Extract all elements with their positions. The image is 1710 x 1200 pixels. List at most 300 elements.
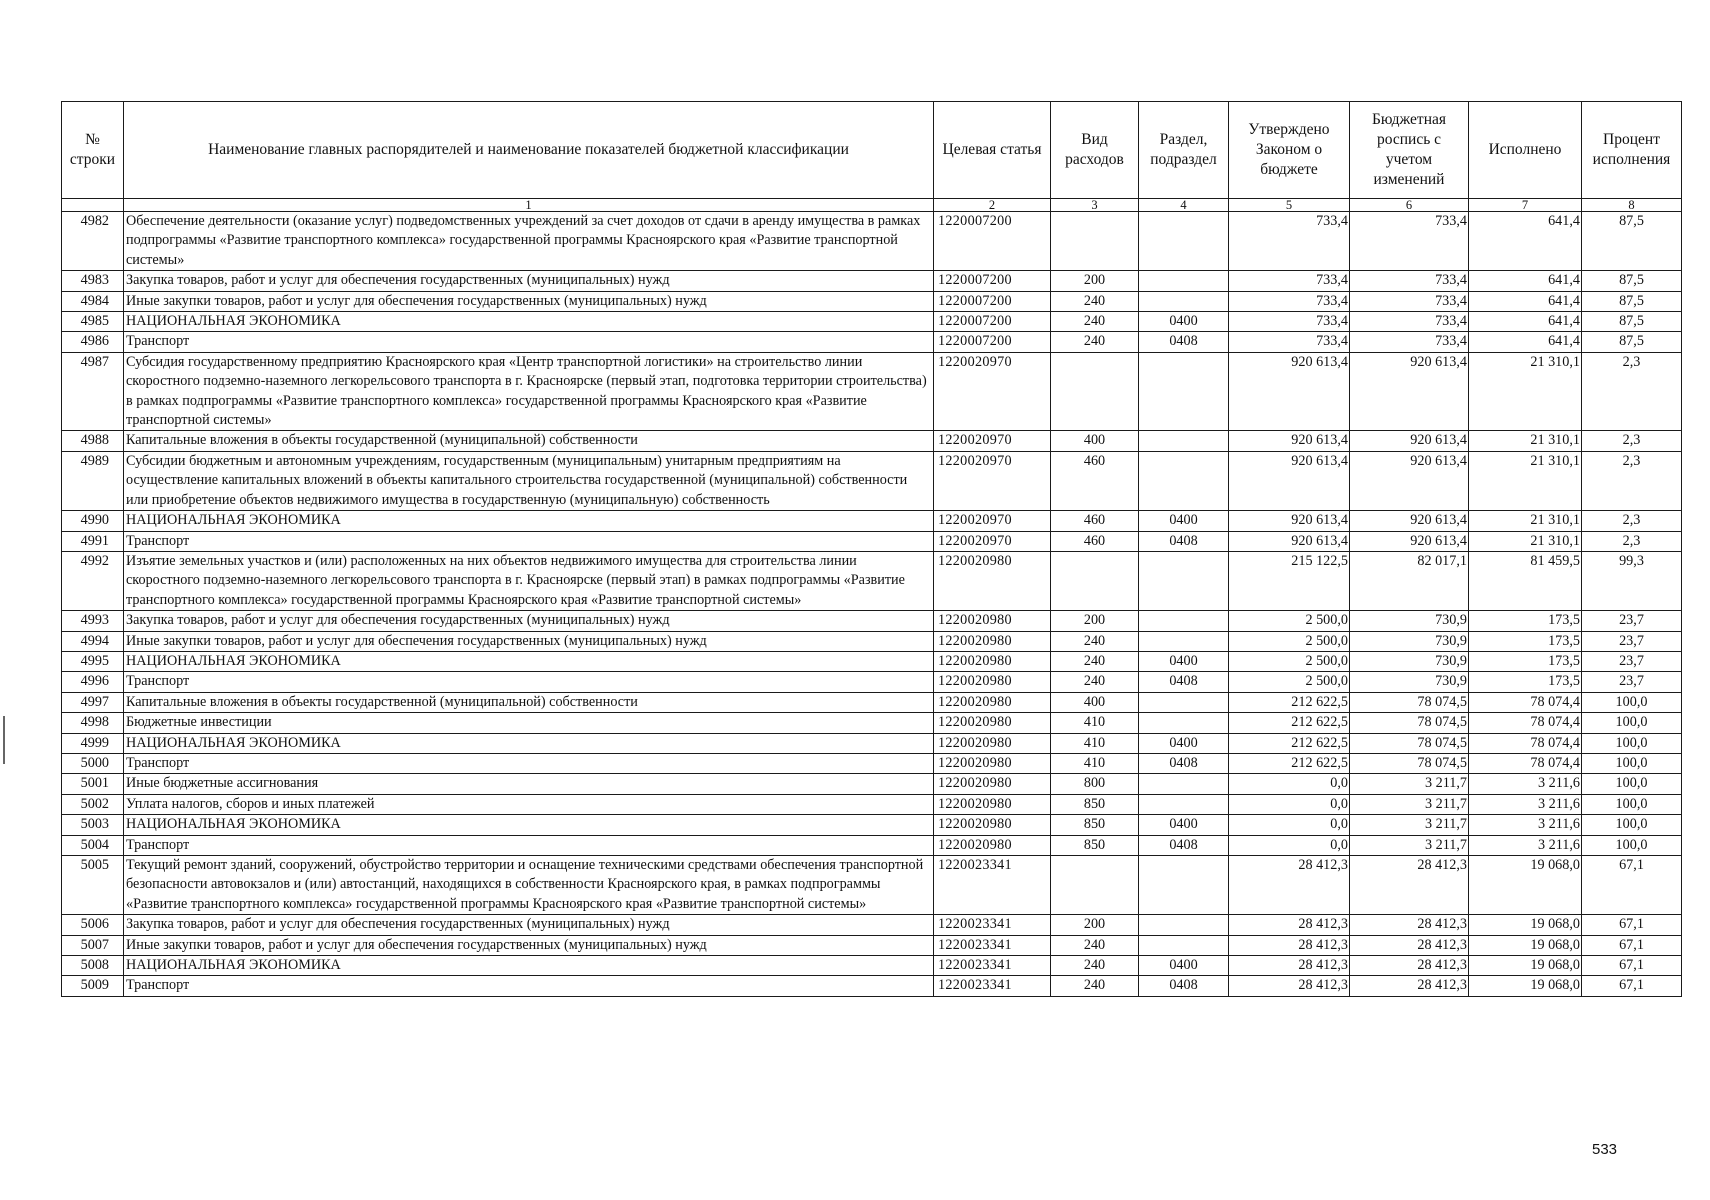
row-number: 5009 bbox=[62, 976, 124, 996]
row-approved: 28 412,3 bbox=[1229, 915, 1350, 935]
row-target-code: 1220020980 bbox=[934, 651, 1051, 671]
row-approved: 212 622,5 bbox=[1229, 733, 1350, 753]
row-name: Транспорт bbox=[124, 332, 934, 352]
row-number: 4992 bbox=[62, 551, 124, 610]
header-done: Исполнено bbox=[1469, 102, 1582, 199]
row-pct: 67,1 bbox=[1582, 856, 1682, 915]
row-done: 3 211,6 bbox=[1469, 774, 1582, 794]
column-number: 8 bbox=[1582, 199, 1682, 212]
row-approved: 0,0 bbox=[1229, 774, 1350, 794]
row-done: 173,5 bbox=[1469, 631, 1582, 651]
row-vid bbox=[1051, 352, 1139, 431]
row-budget: 733,4 bbox=[1350, 212, 1469, 271]
row-razdel bbox=[1139, 451, 1229, 510]
row-name: Закупка товаров, работ и услуг для обеспечения государственных (муниципальных) нужд bbox=[124, 611, 934, 631]
row-done: 21 310,1 bbox=[1469, 531, 1582, 551]
row-done: 78 074,4 bbox=[1469, 733, 1582, 753]
column-number: 4 bbox=[1139, 199, 1229, 212]
row-budget: 733,4 bbox=[1350, 312, 1469, 332]
row-target-code: 1220020970 bbox=[934, 451, 1051, 510]
row-name: Субсидии бюджетным и автономным учреждениям, государственным (муниципальным) унитарным предприятиям на осуществление капитальных вложений в объекты капитального строительства государственной (муниципальной) собственности или приобретение объектов недвижимого имущества в государственную (муниципальную) собственность bbox=[124, 451, 934, 510]
row-done: 173,5 bbox=[1469, 651, 1582, 671]
row-name: Транспорт bbox=[124, 753, 934, 773]
row-approved: 28 412,3 bbox=[1229, 935, 1350, 955]
row-target-code: 1220020980 bbox=[934, 774, 1051, 794]
table-row bbox=[62, 431, 1682, 451]
row-budget: 78 074,5 bbox=[1350, 753, 1469, 773]
row-target-code: 1220023341 bbox=[934, 976, 1051, 996]
row-target-code: 1220020980 bbox=[934, 692, 1051, 712]
row-approved: 920 613,4 bbox=[1229, 352, 1350, 431]
row-approved: 2 500,0 bbox=[1229, 611, 1350, 631]
row-approved: 28 412,3 bbox=[1229, 856, 1350, 915]
row-pct: 100,0 bbox=[1582, 815, 1682, 835]
row-name: НАЦИОНАЛЬНАЯ ЭКОНОМИКА bbox=[124, 511, 934, 531]
row-done: 19 068,0 bbox=[1469, 935, 1582, 955]
row-vid: 850 bbox=[1051, 835, 1139, 855]
row-vid: 200 bbox=[1051, 915, 1139, 935]
row-number: 5000 bbox=[62, 753, 124, 773]
row-razdel bbox=[1139, 271, 1229, 291]
row-pct: 2,3 bbox=[1582, 531, 1682, 551]
row-target-code: 1220023341 bbox=[934, 935, 1051, 955]
row-approved: 212 622,5 bbox=[1229, 753, 1350, 773]
row-approved: 2 500,0 bbox=[1229, 651, 1350, 671]
row-razdel bbox=[1139, 611, 1229, 631]
row-number: 4994 bbox=[62, 631, 124, 651]
row-razdel bbox=[1139, 431, 1229, 451]
row-name: Закупка товаров, работ и услуг для обеспечения государственных (муниципальных) нужд bbox=[124, 271, 934, 291]
row-budget: 28 412,3 bbox=[1350, 915, 1469, 935]
row-approved: 920 613,4 bbox=[1229, 431, 1350, 451]
row-done: 21 310,1 bbox=[1469, 451, 1582, 510]
row-number: 5003 bbox=[62, 815, 124, 835]
row-name: Иные закупки товаров, работ и услуг для обеспечения государственных (муниципальных) нужд bbox=[124, 291, 934, 311]
row-budget: 78 074,5 bbox=[1350, 713, 1469, 733]
row-vid: 240 bbox=[1051, 956, 1139, 976]
row-razdel: 0400 bbox=[1139, 312, 1229, 332]
row-vid: 410 bbox=[1051, 713, 1139, 733]
row-name: Транспорт bbox=[124, 531, 934, 551]
table-row bbox=[62, 753, 1682, 773]
table-row bbox=[62, 271, 1682, 291]
row-name: Транспорт bbox=[124, 672, 934, 692]
row-done: 173,5 bbox=[1469, 672, 1582, 692]
row-razdel bbox=[1139, 352, 1229, 431]
table-row bbox=[62, 835, 1682, 855]
row-name: НАЦИОНАЛЬНАЯ ЭКОНОМИКА bbox=[124, 651, 934, 671]
column-number: 3 bbox=[1051, 199, 1139, 212]
row-approved: 28 412,3 bbox=[1229, 976, 1350, 996]
row-vid: 460 bbox=[1051, 531, 1139, 551]
row-budget: 730,9 bbox=[1350, 672, 1469, 692]
column-number: 6 bbox=[1350, 199, 1469, 212]
row-vid: 240 bbox=[1051, 631, 1139, 651]
table-row bbox=[62, 631, 1682, 651]
row-vid: 240 bbox=[1051, 935, 1139, 955]
row-target-code: 1220020980 bbox=[934, 835, 1051, 855]
row-number: 4993 bbox=[62, 611, 124, 631]
row-number: 4999 bbox=[62, 733, 124, 753]
row-pct: 100,0 bbox=[1582, 835, 1682, 855]
row-razdel: 0408 bbox=[1139, 753, 1229, 773]
row-target-code: 1220020970 bbox=[934, 352, 1051, 431]
row-razdel bbox=[1139, 713, 1229, 733]
table-row bbox=[62, 551, 1682, 610]
table-row bbox=[62, 976, 1682, 996]
row-pct: 23,7 bbox=[1582, 631, 1682, 651]
row-done: 641,4 bbox=[1469, 212, 1582, 271]
row-vid bbox=[1051, 212, 1139, 271]
row-done: 19 068,0 bbox=[1469, 976, 1582, 996]
row-budget: 82 017,1 bbox=[1350, 551, 1469, 610]
table-row bbox=[62, 733, 1682, 753]
row-pct: 100,0 bbox=[1582, 692, 1682, 712]
header-approved: Утверждено Законом о бюджете bbox=[1229, 102, 1350, 199]
row-approved: 28 412,3 bbox=[1229, 956, 1350, 976]
row-done: 3 211,6 bbox=[1469, 815, 1582, 835]
row-approved: 733,4 bbox=[1229, 291, 1350, 311]
row-budget: 3 211,7 bbox=[1350, 794, 1469, 814]
row-approved: 215 122,5 bbox=[1229, 551, 1350, 610]
row-razdel: 0408 bbox=[1139, 672, 1229, 692]
row-number: 4990 bbox=[62, 511, 124, 531]
column-number: 1 bbox=[124, 199, 934, 212]
row-number: 5008 bbox=[62, 956, 124, 976]
row-name: Транспорт bbox=[124, 976, 934, 996]
row-number: 4998 bbox=[62, 713, 124, 733]
table-row bbox=[62, 956, 1682, 976]
row-budget: 28 412,3 bbox=[1350, 935, 1469, 955]
row-vid: 240 bbox=[1051, 672, 1139, 692]
table-row bbox=[62, 332, 1682, 352]
row-budget: 28 412,3 bbox=[1350, 956, 1469, 976]
row-name: Бюджетные инвестиции bbox=[124, 713, 934, 733]
row-target-code: 1220023341 bbox=[934, 956, 1051, 976]
row-target-code: 1220020980 bbox=[934, 815, 1051, 835]
row-done: 81 459,5 bbox=[1469, 551, 1582, 610]
row-pct: 87,5 bbox=[1582, 312, 1682, 332]
row-name: Закупка товаров, работ и услуг для обеспечения государственных (муниципальных) нужд bbox=[124, 915, 934, 935]
row-name: Транспорт bbox=[124, 835, 934, 855]
row-target-code: 1220020970 bbox=[934, 431, 1051, 451]
row-vid: 200 bbox=[1051, 611, 1139, 631]
header-row-no: № строки bbox=[62, 102, 124, 199]
row-target-code: 1220020980 bbox=[934, 794, 1051, 814]
row-name: Капитальные вложения в объекты государственной (муниципальной) собственности bbox=[124, 431, 934, 451]
row-approved: 2 500,0 bbox=[1229, 631, 1350, 651]
row-budget: 28 412,3 bbox=[1350, 976, 1469, 996]
row-done: 173,5 bbox=[1469, 611, 1582, 631]
row-pct: 2,3 bbox=[1582, 352, 1682, 431]
row-number: 5001 bbox=[62, 774, 124, 794]
row-pct: 23,7 bbox=[1582, 672, 1682, 692]
row-target-code: 1220007200 bbox=[934, 332, 1051, 352]
row-approved: 0,0 bbox=[1229, 794, 1350, 814]
row-target-code: 1220020980 bbox=[934, 611, 1051, 631]
row-budget: 28 412,3 bbox=[1350, 856, 1469, 915]
column-number bbox=[62, 199, 124, 212]
row-pct: 100,0 bbox=[1582, 753, 1682, 773]
row-approved: 920 613,4 bbox=[1229, 451, 1350, 510]
row-done: 641,4 bbox=[1469, 291, 1582, 311]
row-name: Иные закупки товаров, работ и услуг для обеспечения государственных (муниципальных) нужд bbox=[124, 935, 934, 955]
row-pct: 87,5 bbox=[1582, 332, 1682, 352]
row-vid bbox=[1051, 856, 1139, 915]
row-vid bbox=[1051, 551, 1139, 610]
table-row bbox=[62, 856, 1682, 915]
row-budget: 3 211,7 bbox=[1350, 815, 1469, 835]
row-target-code: 1220007200 bbox=[934, 312, 1051, 332]
row-number: 4986 bbox=[62, 332, 124, 352]
row-name: Уплата налогов, сборов и иных платежей bbox=[124, 794, 934, 814]
row-razdel bbox=[1139, 935, 1229, 955]
column-number-row bbox=[62, 199, 1682, 212]
table-row bbox=[62, 511, 1682, 531]
row-budget: 920 613,4 bbox=[1350, 511, 1469, 531]
table-row bbox=[62, 611, 1682, 631]
table-row bbox=[62, 794, 1682, 814]
table-body bbox=[62, 212, 1682, 997]
row-vid: 850 bbox=[1051, 815, 1139, 835]
row-pct: 87,5 bbox=[1582, 271, 1682, 291]
row-target-code: 1220020980 bbox=[934, 551, 1051, 610]
row-number: 5007 bbox=[62, 935, 124, 955]
page-number: 533 bbox=[1592, 1141, 1618, 1158]
row-target-code: 1220020970 bbox=[934, 511, 1051, 531]
row-number: 4991 bbox=[62, 531, 124, 551]
table-row bbox=[62, 451, 1682, 510]
column-number: 7 bbox=[1469, 199, 1582, 212]
table-row bbox=[62, 352, 1682, 431]
row-vid: 400 bbox=[1051, 431, 1139, 451]
header-row bbox=[62, 102, 1682, 199]
row-done: 641,4 bbox=[1469, 332, 1582, 352]
row-done: 641,4 bbox=[1469, 312, 1582, 332]
row-razdel: 0408 bbox=[1139, 835, 1229, 855]
row-pct: 2,3 bbox=[1582, 511, 1682, 531]
row-budget: 733,4 bbox=[1350, 271, 1469, 291]
row-razdel bbox=[1139, 631, 1229, 651]
row-budget: 730,9 bbox=[1350, 651, 1469, 671]
row-razdel bbox=[1139, 915, 1229, 935]
row-budget: 730,9 bbox=[1350, 631, 1469, 651]
row-pct: 67,1 bbox=[1582, 935, 1682, 955]
row-done: 21 310,1 bbox=[1469, 352, 1582, 431]
row-pct: 100,0 bbox=[1582, 733, 1682, 753]
row-target-code: 1220023341 bbox=[934, 856, 1051, 915]
row-budget: 920 613,4 bbox=[1350, 431, 1469, 451]
row-number: 4988 bbox=[62, 431, 124, 451]
row-target-code: 1220007200 bbox=[934, 291, 1051, 311]
row-done: 78 074,4 bbox=[1469, 713, 1582, 733]
row-number: 4995 bbox=[62, 651, 124, 671]
budget-table bbox=[61, 101, 1682, 997]
row-pct: 87,5 bbox=[1582, 291, 1682, 311]
row-vid: 850 bbox=[1051, 794, 1139, 814]
table-row bbox=[62, 774, 1682, 794]
row-name: Изъятие земельных участков и (или) расположенных на них объектов недвижимого имущества для строительства линии скоростного подземно-наземного легкорельсового транспорта в г. Красноярске (первый этап) в рамках подпрограммы «Развитие транспортного комплекса» государственной программы Красноярского края «Развитие транспортной системы» bbox=[124, 551, 934, 610]
row-target-code: 1220020980 bbox=[934, 753, 1051, 773]
row-approved: 0,0 bbox=[1229, 815, 1350, 835]
table-row bbox=[62, 212, 1682, 271]
row-razdel bbox=[1139, 212, 1229, 271]
row-approved: 920 613,4 bbox=[1229, 511, 1350, 531]
row-name: НАЦИОНАЛЬНАЯ ЭКОНОМИКА bbox=[124, 312, 934, 332]
row-name: Иные бюджетные ассигнования bbox=[124, 774, 934, 794]
row-razdel: 0408 bbox=[1139, 332, 1229, 352]
row-pct: 2,3 bbox=[1582, 431, 1682, 451]
row-number: 4989 bbox=[62, 451, 124, 510]
row-target-code: 1220020980 bbox=[934, 631, 1051, 651]
row-pct: 100,0 bbox=[1582, 713, 1682, 733]
row-done: 21 310,1 bbox=[1469, 511, 1582, 531]
budget-report-sheet bbox=[61, 101, 1682, 997]
row-vid: 400 bbox=[1051, 692, 1139, 712]
scan-edge-mark bbox=[3, 716, 5, 764]
row-razdel: 0408 bbox=[1139, 976, 1229, 996]
row-target-code: 1220020970 bbox=[934, 531, 1051, 551]
row-vid: 200 bbox=[1051, 271, 1139, 291]
row-approved: 733,4 bbox=[1229, 312, 1350, 332]
table-row bbox=[62, 531, 1682, 551]
row-razdel: 0408 bbox=[1139, 531, 1229, 551]
table-row bbox=[62, 291, 1682, 311]
row-vid: 460 bbox=[1051, 451, 1139, 510]
header-budget: Бюджетная роспись с учетом изменений bbox=[1350, 102, 1469, 199]
row-name: Текущий ремонт зданий, сооружений, обустройство территории и оснащение техническими средствами обеспечения транспортной безопасности автовокзалов и (или) автостанций, находящихся в собственности Красноярского края, в рамках подпрограммы «Развитие транспортного комплекса» государственной программы Красноярского края «Развитие транспортной системы» bbox=[124, 856, 934, 915]
row-budget: 920 613,4 bbox=[1350, 451, 1469, 510]
row-razdel: 0400 bbox=[1139, 651, 1229, 671]
row-approved: 0,0 bbox=[1229, 835, 1350, 855]
row-budget: 78 074,5 bbox=[1350, 692, 1469, 712]
row-vid: 240 bbox=[1051, 312, 1139, 332]
row-pct: 87,5 bbox=[1582, 212, 1682, 271]
row-budget: 920 613,4 bbox=[1350, 352, 1469, 431]
header-razdel: Раздел, подраздел bbox=[1139, 102, 1229, 199]
row-number: 4984 bbox=[62, 291, 124, 311]
row-done: 78 074,4 bbox=[1469, 753, 1582, 773]
row-name: Капитальные вложения в объекты государственной (муниципальной) собственности bbox=[124, 692, 934, 712]
row-target-code: 1220023341 bbox=[934, 915, 1051, 935]
row-number: 4985 bbox=[62, 312, 124, 332]
row-done: 19 068,0 bbox=[1469, 956, 1582, 976]
row-razdel bbox=[1139, 551, 1229, 610]
table-row bbox=[62, 815, 1682, 835]
row-number: 4997 bbox=[62, 692, 124, 712]
row-razdel bbox=[1139, 774, 1229, 794]
column-number: 5 bbox=[1229, 199, 1350, 212]
row-number: 4983 bbox=[62, 271, 124, 291]
row-done: 3 211,6 bbox=[1469, 835, 1582, 855]
table-row bbox=[62, 935, 1682, 955]
row-done: 21 310,1 bbox=[1469, 431, 1582, 451]
row-vid: 240 bbox=[1051, 332, 1139, 352]
row-budget: 920 613,4 bbox=[1350, 531, 1469, 551]
row-approved: 733,4 bbox=[1229, 271, 1350, 291]
row-vid: 240 bbox=[1051, 651, 1139, 671]
row-done: 3 211,6 bbox=[1469, 794, 1582, 814]
row-razdel: 0400 bbox=[1139, 815, 1229, 835]
table-row bbox=[62, 672, 1682, 692]
row-approved: 2 500,0 bbox=[1229, 672, 1350, 692]
row-target-code: 1220020980 bbox=[934, 672, 1051, 692]
column-number: 2 bbox=[934, 199, 1051, 212]
row-pct: 67,1 bbox=[1582, 976, 1682, 996]
row-budget: 730,9 bbox=[1350, 611, 1469, 631]
row-number: 5006 bbox=[62, 915, 124, 935]
row-vid: 410 bbox=[1051, 753, 1139, 773]
header-pct: Процент исполнения bbox=[1582, 102, 1682, 199]
row-done: 19 068,0 bbox=[1469, 856, 1582, 915]
row-razdel bbox=[1139, 692, 1229, 712]
table-row bbox=[62, 651, 1682, 671]
row-target-code: 1220007200 bbox=[934, 212, 1051, 271]
row-vid: 410 bbox=[1051, 733, 1139, 753]
row-number: 4982 bbox=[62, 212, 124, 271]
row-vid: 800 bbox=[1051, 774, 1139, 794]
row-number: 5002 bbox=[62, 794, 124, 814]
row-budget: 3 211,7 bbox=[1350, 774, 1469, 794]
row-target-code: 1220020980 bbox=[934, 713, 1051, 733]
row-pct: 2,3 bbox=[1582, 451, 1682, 510]
row-number: 4996 bbox=[62, 672, 124, 692]
row-budget: 78 074,5 bbox=[1350, 733, 1469, 753]
row-number: 5005 bbox=[62, 856, 124, 915]
row-target-code: 1220020980 bbox=[934, 733, 1051, 753]
header-vid: Вид расходов bbox=[1051, 102, 1139, 199]
row-pct: 99,3 bbox=[1582, 551, 1682, 610]
row-name: Иные закупки товаров, работ и услуг для обеспечения государственных (муниципальных) нужд bbox=[124, 631, 934, 651]
row-done: 19 068,0 bbox=[1469, 915, 1582, 935]
row-pct: 67,1 bbox=[1582, 915, 1682, 935]
row-pct: 23,7 bbox=[1582, 611, 1682, 631]
row-vid: 240 bbox=[1051, 291, 1139, 311]
table-row bbox=[62, 692, 1682, 712]
header-name: Наименование главных распорядителей и наименование показателей бюджетной классификации bbox=[124, 102, 934, 199]
row-name: Обеспечение деятельности (оказание услуг) подведомственных учреждений за счет доходов от сдачи в аренду имущества в рамках подпрограммы «Развитие транспортного комплекса» государственной программы Красноярского края «Развитие транспортной системы» bbox=[124, 212, 934, 271]
row-budget: 733,4 bbox=[1350, 291, 1469, 311]
row-budget: 3 211,7 bbox=[1350, 835, 1469, 855]
row-number: 5004 bbox=[62, 835, 124, 855]
row-budget: 733,4 bbox=[1350, 332, 1469, 352]
row-approved: 212 622,5 bbox=[1229, 692, 1350, 712]
row-name: НАЦИОНАЛЬНАЯ ЭКОНОМИКА bbox=[124, 815, 934, 835]
row-pct: 67,1 bbox=[1582, 956, 1682, 976]
row-razdel: 0400 bbox=[1139, 511, 1229, 531]
row-approved: 212 622,5 bbox=[1229, 713, 1350, 733]
row-name: Субсидия государственному предприятию Красноярского края «Центр транспортной логистики» на строительство линии скоростного подземно-наземного легкорельсового транспорта в г. Красноярске (первый этап, подготовка территории строительства) в рамках подпрограммы «Развитие транспортного комплекса» государственной программы Красноярского края «Развитие транспортной системы» bbox=[124, 352, 934, 431]
row-razdel bbox=[1139, 291, 1229, 311]
row-done: 641,4 bbox=[1469, 271, 1582, 291]
row-pct: 23,7 bbox=[1582, 651, 1682, 671]
row-number: 4987 bbox=[62, 352, 124, 431]
row-name: НАЦИОНАЛЬНАЯ ЭКОНОМИКА bbox=[124, 733, 934, 753]
row-pct: 100,0 bbox=[1582, 794, 1682, 814]
row-approved: 733,4 bbox=[1229, 332, 1350, 352]
header-target: Целевая статья bbox=[934, 102, 1051, 199]
row-vid: 460 bbox=[1051, 511, 1139, 531]
row-done: 78 074,4 bbox=[1469, 692, 1582, 712]
row-vid: 240 bbox=[1051, 976, 1139, 996]
row-razdel bbox=[1139, 856, 1229, 915]
table-row bbox=[62, 312, 1682, 332]
row-name: НАЦИОНАЛЬНАЯ ЭКОНОМИКА bbox=[124, 956, 934, 976]
row-razdel bbox=[1139, 794, 1229, 814]
row-approved: 920 613,4 bbox=[1229, 531, 1350, 551]
row-target-code: 1220007200 bbox=[934, 271, 1051, 291]
row-razdel: 0400 bbox=[1139, 733, 1229, 753]
